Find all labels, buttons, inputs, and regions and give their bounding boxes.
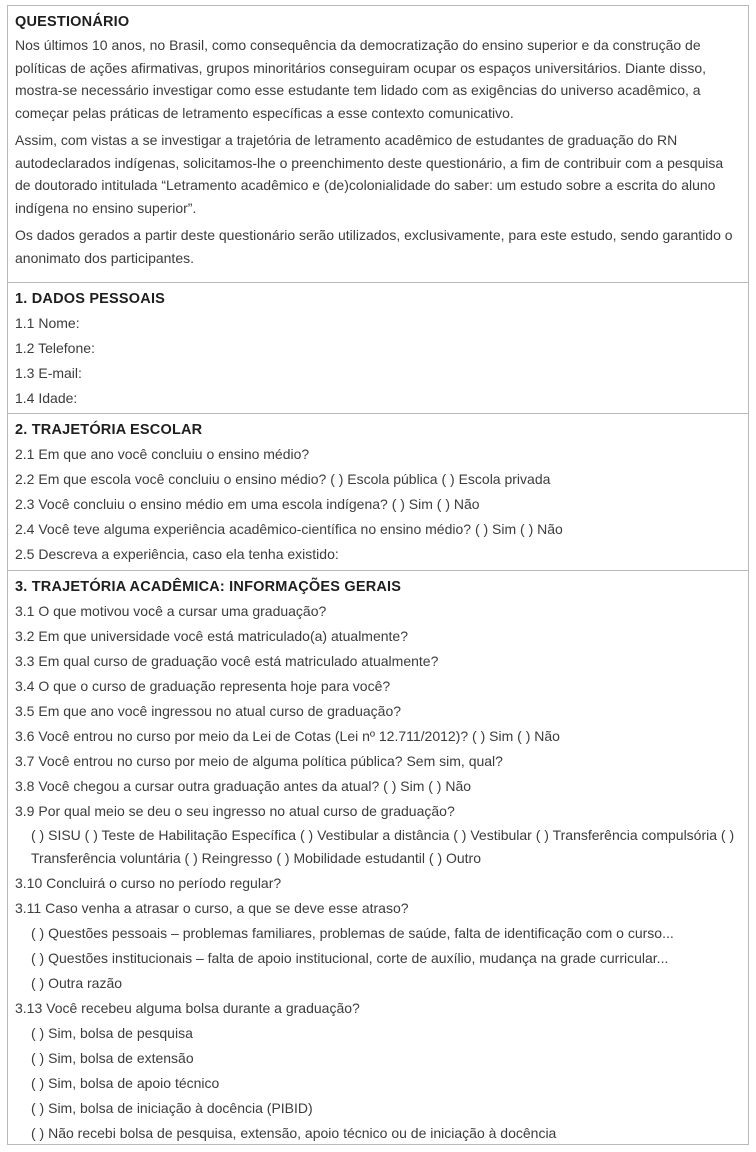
question-3-4: 3.4 O que o curso de graduação representa hoje para você? (15, 678, 391, 694)
section-title-school-trajectory: 2. TRAJETÓRIA ESCOLAR (15, 422, 203, 438)
question-2-3: 2.3 Você concluiu o ensino médio em uma escola indígena? ( ) Sim ( ) Não (15, 496, 480, 512)
question-3-2: 3.2 Em que universidade você está matriculado(a) atualmente? (15, 628, 408, 644)
questionnaire-document (7, 5, 749, 1145)
question-name: 1.1 Nome: (15, 315, 80, 331)
question-3-3: 3.3 Em qual curso de graduação você está matriculado atualmente? (15, 653, 439, 669)
question-2-4: 2.4 Você teve alguma experiência acadêmico-científica no ensino médio? ( ) Sim ( ) Não (15, 521, 563, 537)
question-3-13-option-research: ( ) Sim, bolsa de pesquisa (31, 1025, 193, 1041)
question-3-13: 3.13 Você recebeu alguma bolsa durante a graduação? (15, 1000, 360, 1016)
academic-trajectory-section (8, 571, 748, 1144)
question-3-1: 3.1 O que motivou você a cursar uma graduação? (15, 603, 327, 619)
question-3-13-option-none: ( ) Não recebi bolsa de pesquisa, extensão, apoio técnico ou de iniciação à docência (31, 1125, 557, 1141)
question-3-11: 3.11 Caso venha a atrasar o curso, a que se deve esse atraso? (15, 900, 409, 916)
question-3-11-option-personal: ( ) Questões pessoais – problemas familiares, problemas de saúde, falta de identificação com o curso... (31, 925, 674, 941)
question-2-2: 2.2 Em que escola você concluiu o ensino médio? ( ) Escola pública ( ) Escola privada (15, 471, 551, 487)
question-3-6: 3.6 Você entrou no curso por meio da Lei de Cotas (Lei nº 12.711/2012)? ( ) Sim ( ) Não (15, 728, 560, 744)
intro-section (8, 6, 748, 283)
intro-paragraph-3: Os dados gerados a partir deste questionário serão utilizados, exclusivamente, para este estudo, sendo garantido o anonimato dos participantes. (15, 227, 733, 266)
question-3-13-option-extension: ( ) Sim, bolsa de extensão (31, 1050, 194, 1066)
question-3-13-option-technical: ( ) Sim, bolsa de apoio técnico (31, 1075, 220, 1091)
school-trajectory-section (8, 414, 748, 571)
question-3-7: 3.7 Você entrou no curso por meio de alguma política pública? Sem sim, qual? (15, 753, 503, 769)
question-2-1: 2.1 Em que ano você concluiu o ensino médio? (15, 446, 310, 462)
questionnaire-title: QUESTIONÁRIO (15, 14, 130, 30)
question-3-13-option-pibid: ( ) Sim, bolsa de iniciação à docência (PIBID) (31, 1100, 313, 1116)
question-3-11-option-other: ( ) Outra razão (31, 975, 123, 991)
question-3-9-options: ( ) SISU ( ) Teste de Habilitação Específica ( ) Vestibular a distância ( ) Vestibular ( ) Transferência compulsória ( ) Transferência voluntária ( ) Reingresso ( ) Mobilidade estudantil ( ) Outro (31, 827, 735, 866)
question-3-10: 3.10 Concluirá o curso no período regular? (15, 875, 282, 891)
question-3-11-option-institutional: ( ) Questões institucionais – falta de apoio institucional, corte de auxílio, mudança na grade curricular... (31, 950, 669, 966)
question-3-8: 3.8 Você chegou a cursar outra graduação antes da atual? ( ) Sim ( ) Não (15, 778, 472, 794)
question-3-9: 3.9 Por qual meio se deu o seu ingresso no atual curso de graduação? (15, 803, 455, 819)
personal-data-section (8, 283, 748, 414)
question-2-5: 2.5 Descreva a experiência, caso ela tenha existido: (15, 546, 339, 562)
intro-paragraph-1: Nos últimos 10 anos, no Brasil, como consequência da democratização do ensino superior e da construção de políticas de ações afirmativas, grupos minoritários conseguiram ocupar os espaços universitários. Diante disso, mostra-se necessário investigar como esse estudante tem lidado com as exigências do universo acadêmico, a começar pelas práticas de letramento específicas a esse contexto comunicativo. (15, 37, 706, 121)
question-phone: 1.2 Telefone: (15, 340, 95, 356)
question-email: 1.3 E-mail: (15, 365, 82, 381)
question-age: 1.4 Idade: (15, 390, 78, 406)
intro-paragraph-2: Assim, com vistas a se investigar a trajetória de letramento acadêmico de estudantes de graduação do RN autodeclarados indígenas, solicitamos-lhe o preenchimento deste questionário, a fim de contribuir com a pesquisa de doutorado intitulada “Letramento acadêmico e (de)colonialidade do saber: um estudo sobre a escrita do aluno indígena no ensino superior”. (15, 132, 724, 216)
section-title-academic-trajectory: 3. TRAJETÓRIA ACADÊMICA: INFORMAÇÕES GERAIS (15, 579, 402, 595)
question-3-5: 3.5 Em que ano você ingressou no atual curso de graduação? (15, 703, 402, 719)
section-title-personal-data: 1. DADOS PESSOAIS (15, 291, 166, 307)
